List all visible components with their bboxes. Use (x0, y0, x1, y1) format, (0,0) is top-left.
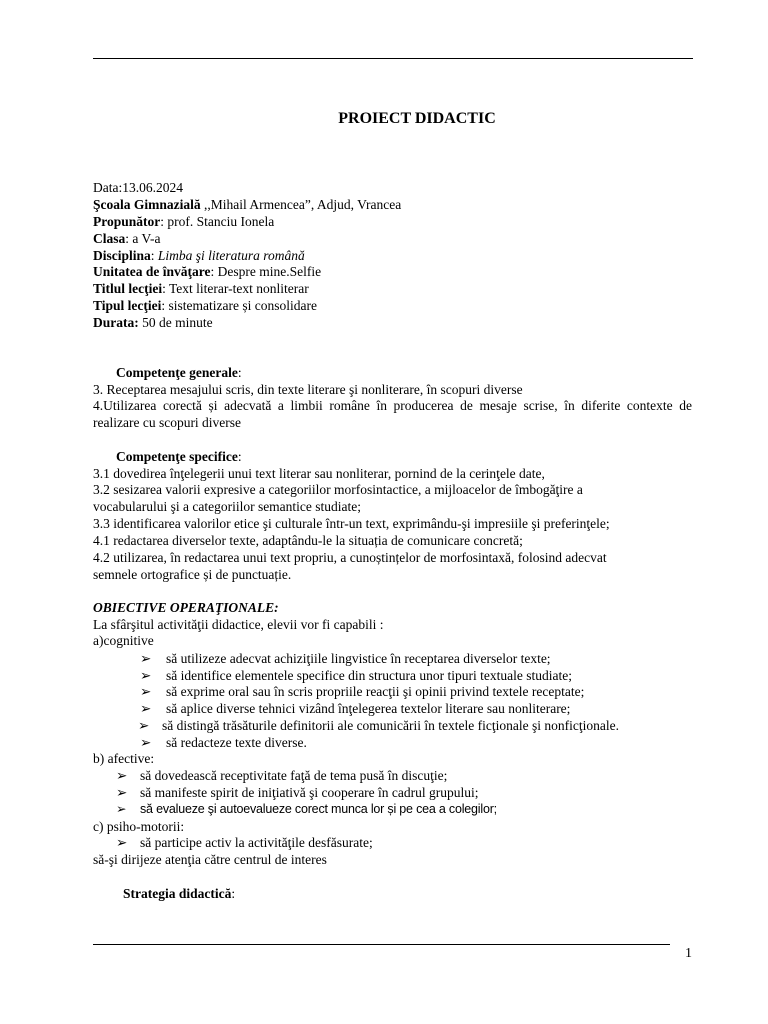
competenta-specifica-line: 3.1 dovedirea înţelegerii unui text literar sau nonliterar, pornind de la cerinţele date, (93, 466, 545, 481)
school-line: Şcoala Gimnazială ,,Mihail Armencea”, Adjud, Vrancea (93, 197, 402, 212)
obiective-intro: La sfârşitul activităţii didactice, elevii vor fi capabili : (93, 617, 384, 632)
psiho-label: c) psiho-motorii: (93, 819, 185, 834)
tipul-line: Tipul lecţiei: sistematizare și consolidare (93, 298, 317, 313)
propunator-line: Propunător: prof. Stanciu Ionela (93, 214, 275, 229)
unitate-line: Unitatea de învăţare: Despre mine.Selfie (93, 264, 322, 279)
document-title: PROIECT DIDACTIC (338, 110, 496, 127)
strategia-heading: Strategia didactică: (123, 886, 236, 901)
arrow-bullet-icon: ➢ (116, 802, 127, 816)
header-rule (93, 58, 693, 59)
competenta-specifica-line: semnele ortografice și de punctuație. (93, 567, 292, 582)
competenta-generala-4: 4.Utilizarea corectă și adecvată a limbii române în producerea de mesaje scrise, în diferite contexte de realizare cu scopuri diverse (93, 398, 692, 430)
footer-rule (93, 944, 670, 945)
competenta-specifica-line: 4.2 utilizarea, în redactarea unui text propriu, a cunoștințelor de morfosintaxă, folosind adecvat (93, 550, 607, 565)
durata-line: Durata: 50 de minute (93, 315, 213, 330)
arrow-bullet-icon: ➢ (116, 768, 128, 783)
final-objective-line: să-şi dirijeze atenţia către centrul de interes (93, 852, 327, 867)
afective-objective: ➢ să manifeste spirit de iniţiativă şi cooperare în cadrul grupului; (116, 785, 479, 800)
competenta-generala-3: 3. Receptarea mesajului scris, din texte literare şi nonliterare, în scopuri diverse (93, 382, 523, 397)
afective-objective: ➢ să evalueze şi autoevalueze corect munca lor și pe cea a colegilor; (116, 802, 497, 816)
date-line: Data:13.06.2024 (93, 180, 183, 195)
arrow-bullet-icon: ➢ (116, 835, 128, 850)
titlul-line: Titlul lecţiei: Text literar-text nonliterar (93, 281, 309, 296)
cognitive-objective: ➢ să utilizeze adecvat achiziţiile lingvistice în receptarea diverselor texte; (140, 651, 551, 666)
arrow-bullet-icon: ➢ (140, 651, 152, 666)
arrow-bullet-icon: ➢ (138, 718, 150, 733)
arrow-bullet-icon: ➢ (140, 668, 152, 683)
competenta-specifica-line: 3.2 sesizarea valorii expresive a categoriilor morfosintactice, a mijloacelor de îmbogăţire a (93, 482, 583, 497)
afective-objective: ➢ să dovedească receptivitate faţă de tema pusă în discuţie; (116, 768, 448, 783)
arrow-bullet-icon: ➢ (140, 701, 152, 716)
cognitive-objective: ➢ să exprime oral sau în scris propriile reacţii şi opinii privind textele receptate; (140, 684, 585, 699)
cognitive-objective: ➢ să identifice elementele specifice din structura unor tipuri textuale studiate; (140, 668, 572, 683)
competenta-specifica-line: 4.1 redactarea diverselor texte, adaptându-le la situația de comunicare concretă; (93, 533, 523, 548)
cognitive-objective: ➢ să aplice diverse tehnici vizând înţelegerea textelor literare sau nonliterare; (140, 701, 571, 716)
competenta-specifica-line: vocabularului şi a categoriilor semantice studiate; (93, 499, 362, 514)
disciplina-line: Disciplina: Limba şi literatura română (93, 248, 305, 263)
cognitive-label: a)cognitive (93, 633, 154, 648)
competente-generale-heading: Competenţe generale: (116, 365, 242, 380)
competenta-specifica-line: 3.3 identificarea valorilor etice şi culturale într-un text, exprimându-şi impresiile şi preferinţele; (93, 516, 610, 531)
arrow-bullet-icon: ➢ (140, 684, 152, 699)
arrow-bullet-icon: ➢ (116, 785, 128, 800)
competente-specifice-heading: Competenţe specifice: (116, 449, 242, 464)
cognitive-objective: ➢ să distingă trăsăturile definitorii ale comunicării în textele ficţionale şi nonficţionale. (138, 718, 619, 733)
obiective-heading: OBIECTIVE OPERAŢIONALE: (93, 600, 279, 615)
arrow-bullet-icon: ➢ (140, 735, 152, 750)
page-number: 1 (685, 946, 692, 961)
psiho-objective: ➢ să participe activ la activităţile desfăsurate; (116, 835, 373, 850)
clasa-line: Clasa: a V-a (93, 231, 161, 246)
cognitive-objective: ➢ să redacteze texte diverse. (140, 735, 307, 750)
afective-label: b) afective: (93, 751, 155, 766)
